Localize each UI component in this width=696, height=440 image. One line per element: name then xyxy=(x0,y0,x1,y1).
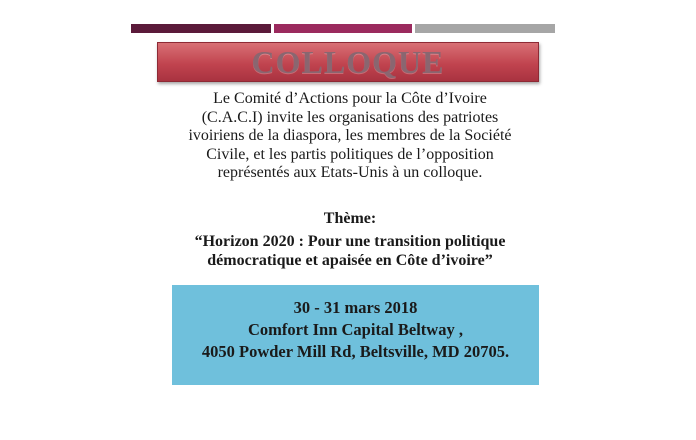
event-details-box xyxy=(172,285,539,385)
intro-line: Civile, et les partis politiques de l’opposition xyxy=(206,145,494,163)
page-title: COLLOQUE xyxy=(251,43,445,80)
intro-line: représentés aux Etats-Unis à un colloque. xyxy=(217,164,483,181)
title-banner xyxy=(157,42,539,82)
intro-line: (C.A.C.I) invite les organisations des patriotes xyxy=(201,108,499,126)
intro-line: ivoiriens de la diaspora, les membres de la Société xyxy=(188,127,512,144)
theme-line: “Horizon 2020 : Pour une transition politique xyxy=(194,233,506,250)
event-dates: 30 - 31 mars 2018 xyxy=(293,298,418,317)
event-venue: Comfort Inn Capital Beltway , xyxy=(248,320,463,339)
theme-line: démocratique et apaisée en Côte d’ivoire” xyxy=(207,252,493,269)
header-stripe-magenta xyxy=(274,24,412,33)
header-stripe-dark xyxy=(131,24,271,33)
intro-line: Le Comité d’Actions pour la Côte d’Ivoire xyxy=(213,90,487,107)
theme-text xyxy=(140,232,560,270)
event-address: 4050 Powder Mill Rd, Beltsville, MD 20705. xyxy=(201,342,510,361)
header-stripe-grey xyxy=(415,24,555,33)
theme-label: Thème: xyxy=(323,210,377,227)
intro-paragraph xyxy=(140,90,560,183)
